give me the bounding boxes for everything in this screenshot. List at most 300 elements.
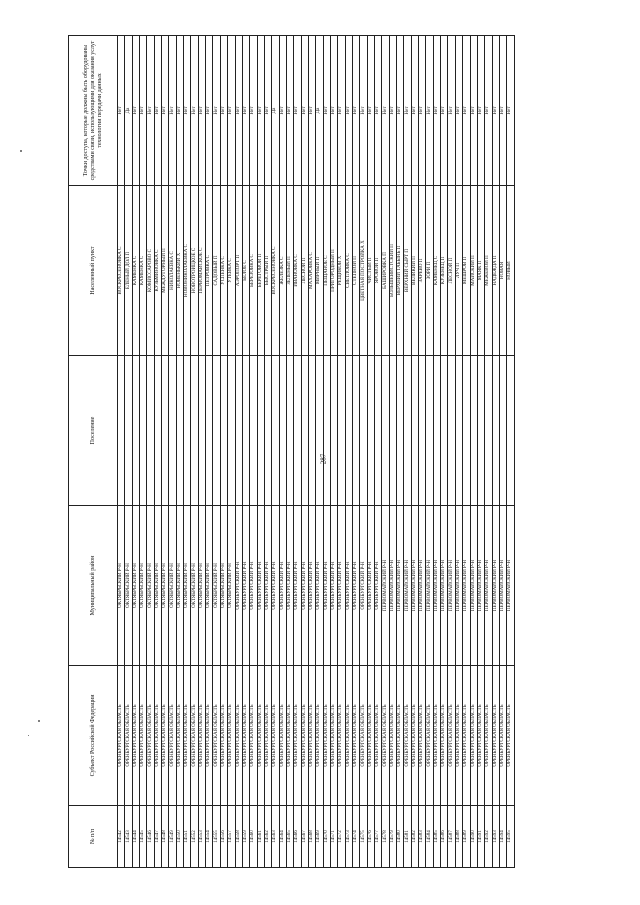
table-row [272, 36, 279, 868]
cell-point: МИРНЫЙ П [316, 186, 323, 356]
cell-settlement [198, 356, 205, 506]
cell-num: 14551 [184, 806, 191, 868]
cell-settlement [228, 356, 235, 506]
cell-settlement [162, 356, 169, 506]
cell-district: ОРЕНБУРГСКИЙ Р-Н [367, 506, 374, 666]
cell-num: 14553 [198, 806, 205, 868]
cell-subject: ОРЕНБУРГСКАЯ ОБЛАСТЬ [316, 666, 323, 806]
cell-subject: ОРЕНБУРГСКАЯ ОБЛАСТЬ [507, 666, 514, 806]
cell-num: 14561 [257, 806, 264, 868]
cell-subject: ОРЕНБУРГСКАЯ ОБЛАСТЬ [485, 666, 492, 806]
cell-district: ПЕРВОМАЙСКИЙ Р-Н [485, 506, 492, 666]
cell-access: Нет [404, 36, 411, 186]
cell-settlement [301, 356, 308, 506]
cell-access: Нет [382, 36, 389, 186]
cell-district: ОРЕНБУРГСКИЙ Р-Н [301, 506, 308, 666]
table-row [360, 36, 367, 868]
cell-district: ОРЕНБУРГСКИЙ Р-Н [353, 506, 360, 666]
cell-settlement [235, 356, 242, 506]
cell-num: 14577 [375, 806, 382, 868]
table-row [147, 36, 154, 868]
cell-access: Нет [235, 36, 242, 186]
cell-point: УСПЕНКА С [220, 186, 227, 356]
table-row [448, 36, 455, 868]
cell-subject: ОРЕНБУРГСКАЯ ОБЛАСТЬ [213, 666, 220, 806]
cell-access: Нет [389, 36, 396, 186]
cell-access: Нет [433, 36, 440, 186]
cell-district: ОКТЯБРЬСКИЙ Р-Н [125, 506, 132, 666]
cell-num: 14543 [125, 806, 132, 868]
cell-district: ОКТЯБРЬСКИЙ Р-Н [169, 506, 176, 666]
cell-subject: ОРЕНБУРГСКАЯ ОБЛАСТЬ [404, 666, 411, 806]
cell-num: 14562 [264, 806, 271, 868]
table-row [375, 36, 382, 868]
cell-num: 14554 [206, 806, 213, 868]
cell-subject: ОРЕНБУРГСКАЯ ОБЛАСТЬ [470, 666, 477, 806]
cell-subject: ОРЕНБУРГСКАЯ ОБЛАСТЬ [338, 666, 345, 806]
cell-settlement [118, 356, 125, 506]
cell-access: Нет [198, 36, 205, 186]
cell-subject: ОРЕНБУРГСКАЯ ОБЛАСТЬ [132, 666, 139, 806]
cell-subject: ОРЕНБУРГСКАЯ ОБЛАСТЬ [330, 666, 337, 806]
cell-access: Да [125, 36, 132, 186]
cell-num: 14545 [140, 806, 147, 868]
table-row [419, 36, 426, 868]
table-row [169, 36, 176, 868]
cell-num: 14576 [367, 806, 374, 868]
cell-subject: ОРЕНБУРГСКАЯ ОБЛАСТЬ [441, 666, 448, 806]
cell-district: ПЕРВОМАЙСКИЙ Р-Н [404, 506, 411, 666]
cell-point: МАЙСКИЙ П [470, 186, 477, 356]
cell-district: ОРЕНБУРГСКИЙ Р-Н [316, 506, 323, 666]
cell-district: ОКТЯБРЬСКИЙ Р-Н [206, 506, 213, 666]
cell-point: ЗЕЛЕНЫЙ П [286, 186, 293, 356]
cell-point: БОЛЬШЕВИСТСКИЙ П [389, 186, 396, 356]
cell-access: Нет [176, 36, 183, 186]
cell-num: 14584 [426, 806, 433, 868]
cell-settlement [323, 356, 330, 506]
cell-num: 14557 [228, 806, 235, 868]
cell-num: 14572 [338, 806, 345, 868]
cell-district: ОКТЯБРЬСКИЙ Р-Н [118, 506, 125, 666]
table-row [316, 36, 323, 868]
header-access: Точки доступа, которые должны быть оборудованы средствами связи, использующими для оказания услуг технологии передачи данных [69, 36, 118, 186]
cell-point: БЕРЕЗОВКА С [250, 186, 257, 356]
cell-access: Нет [448, 36, 455, 186]
cell-point: БЕРЕГОВОЙ П [257, 186, 264, 356]
cell-settlement [455, 356, 462, 506]
cell-district: ОРЕНБУРГСКИЙ Р-Н [360, 506, 367, 666]
table-row [382, 36, 389, 868]
cell-access: Нет [169, 36, 176, 186]
settlements-table [68, 35, 515, 868]
cell-subject: ОРЕНБУРГСКАЯ ОБЛАСТЬ [353, 666, 360, 806]
cell-settlement [220, 356, 227, 506]
table-row [132, 36, 139, 868]
cell-num: 14567 [301, 806, 308, 868]
cell-access: Нет [140, 36, 147, 186]
cell-num: 14575 [360, 806, 367, 868]
cell-access: Нет [345, 36, 352, 186]
cell-access: Да [316, 36, 323, 186]
cell-point: ВЕРХНИЙ ТАБЫНЬ П [397, 186, 404, 356]
cell-num: 14588 [455, 806, 462, 868]
cell-point: СВЕТЛОВКА С [345, 186, 352, 356]
cell-num: 14574 [353, 806, 360, 868]
cell-access: Нет [132, 36, 139, 186]
cell-settlement [477, 356, 484, 506]
cell-subject: ОРЕНБУРГСКАЯ ОБЛАСТЬ [382, 666, 389, 806]
cell-num: 14569 [316, 806, 323, 868]
cell-settlement [426, 356, 433, 506]
cell-subject: ОРЕНБУРГСКАЯ ОБЛАСТЬ [345, 666, 352, 806]
cell-district: ПЕРВОМАЙСКИЙ Р-Н [411, 506, 418, 666]
cell-point: НОВОНИКОЛАЕВКА С [184, 186, 191, 356]
cell-settlement [184, 356, 191, 506]
cell-district: ОКТЯБРЬСКИЙ Р-Н [176, 506, 183, 666]
rotated-table-wrapper [68, 36, 638, 868]
cell-settlement [367, 356, 374, 506]
cell-subject: ОРЕНБУРГСКАЯ ОБЛАСТЬ [294, 666, 301, 806]
cell-subject: ОРЕНБУРГСКАЯ ОБЛАСТЬ [198, 666, 205, 806]
cell-point: УТЕВКА С [228, 186, 235, 356]
table-row [455, 36, 462, 868]
cell-access: Нет [250, 36, 257, 186]
cell-num: 14558 [235, 806, 242, 868]
cell-point: ЦВЕТНАЯ ПОСТРОЙКА Х [360, 186, 367, 356]
table-row [176, 36, 183, 868]
cell-point: БАШИРОВКА П [382, 186, 389, 356]
table-row [477, 36, 484, 868]
cell-access: Нет [220, 36, 227, 186]
cell-num: 14594 [499, 806, 506, 868]
cell-point: НОВОТРОИЦКОЕ С [191, 186, 198, 356]
cell-point: ПРИГОРОДНЫЙ П [330, 186, 337, 356]
cell-settlement [176, 356, 183, 506]
cell-settlement [441, 356, 448, 506]
header-subject: Субъект Российской Федерации [69, 666, 118, 806]
cell-num: 14552 [191, 806, 198, 868]
cell-settlement [382, 356, 389, 506]
cell-district: ОКТЯБРЬСКИЙ Р-Н [191, 506, 198, 666]
cell-point: ЕЛЕНЫЙ ДОЛ П [125, 186, 132, 356]
cell-num: 14560 [250, 806, 257, 868]
cell-access: Нет [499, 36, 506, 186]
cell-subject: ОРЕНБУРГСКАЯ ОБЛАСТЬ [264, 666, 271, 806]
cell-num: 14580 [397, 806, 404, 868]
table-row [433, 36, 440, 868]
cell-settlement [286, 356, 293, 506]
cell-district: ОРЕНБУРГСКИЙ Р-Н [242, 506, 249, 666]
cell-settlement [448, 356, 455, 506]
cell-settlement [397, 356, 404, 506]
cell-point: ЖЕЛЕЗКА С [279, 186, 286, 356]
cell-settlement [353, 356, 360, 506]
cell-point: ЛЕСНОЙ П [301, 186, 308, 356]
cell-point: РЕЩИКОВ Х [338, 186, 345, 356]
table-row [184, 36, 191, 868]
cell-settlement [147, 356, 154, 506]
table-row [441, 36, 448, 868]
cell-num: 14547 [154, 806, 161, 868]
cell-access: Нет [286, 36, 293, 186]
cell-district: ПЕРВОМАЙСКИЙ Р-Н [499, 506, 506, 666]
cell-access: Нет [419, 36, 426, 186]
cell-access: Нет [154, 36, 161, 186]
scan-speck [28, 735, 29, 736]
cell-subject: ОРЕНБУРГСКАЯ ОБЛАСТЬ [477, 666, 484, 806]
table-row [250, 36, 257, 868]
cell-num: 14559 [242, 806, 249, 868]
table-row [470, 36, 477, 868]
cell-district: ОКТЯБРЬСКИЙ Р-Н [184, 506, 191, 666]
cell-num: 14565 [286, 806, 293, 868]
cell-subject: ОРЕНБУРГСКАЯ ОБЛАСТЬ [140, 666, 147, 806]
cell-district: ПЕРВОМАЙСКИЙ Р-Н [419, 506, 426, 666]
table-row [228, 36, 235, 868]
cell-num: 14544 [132, 806, 139, 868]
cell-district: ОРЕНБУРГСКИЙ Р-Н [235, 506, 242, 666]
cell-num: 14566 [294, 806, 301, 868]
cell-point: ПЕЩАНОЕ С [323, 186, 330, 356]
cell-access: Нет [162, 36, 169, 186]
cell-access: Нет [338, 36, 345, 186]
cell-district: ОРЕНБУРГСКИЙ Р-Н [272, 506, 279, 666]
cell-subject: ОРЕНБУРГСКАЯ ОБЛАСТЬ [242, 666, 249, 806]
table-row [118, 36, 125, 868]
cell-district: ОРЕНБУРГСКИЙ Р-Н [279, 506, 286, 666]
table-row [397, 36, 404, 868]
table-row [286, 36, 293, 868]
cell-settlement [499, 356, 506, 506]
cell-point: МАЯК П [477, 186, 484, 356]
cell-subject: ОРЕНБУРГСКАЯ ОБЛАСТЬ [375, 666, 382, 806]
cell-settlement [191, 356, 198, 506]
cell-access: Нет [463, 36, 470, 186]
cell-access: Нет [375, 36, 382, 186]
table-body [118, 36, 515, 868]
cell-access: Нет [118, 36, 125, 186]
cell-num: 14573 [345, 806, 352, 868]
table-row [338, 36, 345, 868]
cell-district: ОКТЯБРЬСКИЙ Р-Н [198, 506, 205, 666]
cell-num: 14579 [389, 806, 396, 868]
cell-num: 14593 [492, 806, 499, 868]
cell-point: МЕЖЕВОЙ П [485, 186, 492, 356]
cell-num: 14550 [176, 806, 183, 868]
cell-subject: ОРЕНБУРГСКАЯ ОБЛАСТЬ [426, 666, 433, 806]
table-row [308, 36, 315, 868]
table-header-row [69, 36, 118, 868]
table-row [411, 36, 418, 868]
cell-subject: ОРЕНБУРГСКАЯ ОБЛАСТЬ [125, 666, 132, 806]
cell-district: ПЕРВОМАЙСКИЙ Р-Н [477, 506, 484, 666]
cell-point: КУЗЕНЕЦ П [441, 186, 448, 356]
table-row [301, 36, 308, 868]
cell-point: НАДЕЖДА П [492, 186, 499, 356]
table-row [162, 36, 169, 868]
table-row [485, 36, 492, 868]
cell-point: ВОСКРЕСЕНОВКА С [272, 186, 279, 356]
cell-point: ПЕТРОВКА С [206, 186, 213, 356]
cell-point: ЯРОВОЙ П [375, 186, 382, 356]
table-row [463, 36, 470, 868]
cell-subject: ОРЕНБУРГСКАЯ ОБЛАСТЬ [184, 666, 191, 806]
cell-settlement [360, 356, 367, 506]
cell-settlement [125, 356, 132, 506]
cell-point: ЛУЧ П [455, 186, 462, 356]
cell-district: ОРЕНБУРГСКИЙ Р-Н [286, 506, 293, 666]
cell-point: ВОСКРЕСЕНОВКА С [118, 186, 125, 356]
cell-point: ВЕРХНИЙ СЫРТ П [404, 186, 411, 356]
cell-district: ОКТЯБРЬСКИЙ Р-Н [220, 506, 227, 666]
cell-district: ОКТЯБРЬСКИЙ Р-Н [132, 506, 139, 666]
cell-num: 14583 [419, 806, 426, 868]
table-row [367, 36, 374, 868]
cell-num: 14585 [433, 806, 440, 868]
cell-num: 14595 [507, 806, 514, 868]
cell-access: Нет [257, 36, 264, 186]
cell-settlement [140, 356, 147, 506]
cell-district: ОКТЯБРЬСКИЙ Р-Н [162, 506, 169, 666]
cell-num: 14571 [330, 806, 337, 868]
cell-point: АЭРОПОРТ П [235, 186, 242, 356]
cell-subject: ОРЕНБУРГСКАЯ ОБЛАСТЬ [492, 666, 499, 806]
table-row [345, 36, 352, 868]
cell-access: Нет [477, 36, 484, 186]
table-row [198, 36, 205, 868]
cell-subject: ОРЕНБУРГСКАЯ ОБЛАСТЬ [220, 666, 227, 806]
cell-district: ПЕРВОМАЙСКИЙ Р-Н [463, 506, 470, 666]
cell-num: 14570 [323, 806, 330, 868]
cell-district: ОРЕНБУРГСКИЙ Р-Н [264, 506, 271, 666]
cell-access: Нет [213, 36, 220, 186]
cell-subject: ОРЕНБУРГСКАЯ ОБЛАСТЬ [448, 666, 455, 806]
cell-settlement [404, 356, 411, 506]
cell-subject: ОРЕНБУРГСКАЯ ОБЛАСТЬ [272, 666, 279, 806]
cell-point: МЕШРОВ П [463, 186, 470, 356]
cell-district: ОРЕНБУРГСКИЙ Р-Н [323, 506, 330, 666]
cell-point: ВЕЛИКИЙ П [411, 186, 418, 356]
cell-subject: ОРЕНБУРГСКАЯ ОБЛАСТЬ [389, 666, 396, 806]
cell-settlement [463, 356, 470, 506]
cell-district: ОРЕНБУРГСКИЙ Р-Н [375, 506, 382, 666]
cell-access: Нет [206, 36, 213, 186]
cell-access: Да [272, 36, 279, 186]
cell-district: ОРЕНБУРГСКИЙ Р-Н [338, 506, 345, 666]
page-number: 287 [319, 453, 328, 465]
table-row [279, 36, 286, 868]
cell-num: 14555 [213, 806, 220, 868]
cell-access: Нет [294, 36, 301, 186]
cell-settlement [294, 356, 301, 506]
cell-subject: ОРЕНБУРГСКАЯ ОБЛАСТЬ [286, 666, 293, 806]
cell-settlement [389, 356, 396, 506]
cell-subject: ОРЕНБУРГСКАЯ ОБЛАСТЬ [419, 666, 426, 806]
cell-subject: ОРЕНБУРГСКАЯ ОБЛАСТЬ [147, 666, 154, 806]
cell-subject: ОРЕНБУРГСКАЯ ОБЛАСТЬ [367, 666, 374, 806]
cell-settlement [316, 356, 323, 506]
cell-subject: ОРЕНБУРГСКАЯ ОБЛАСТЬ [250, 666, 257, 806]
table-row [294, 36, 301, 868]
table-row [330, 36, 337, 868]
cell-access: Нет [330, 36, 337, 186]
table-row [125, 36, 132, 868]
table-row [507, 36, 514, 868]
cell-settlement [375, 356, 382, 506]
cell-subject: ОРЕНБУРГСКАЯ ОБЛАСТЬ [176, 666, 183, 806]
header-point: Населенный пункт [69, 186, 118, 356]
cell-district: ПЕРВОМАЙСКИЙ Р-Н [397, 506, 404, 666]
cell-settlement [470, 356, 477, 506]
cell-settlement [272, 356, 279, 506]
cell-subject: ОРЕНБУРГСКАЯ ОБЛАСТЬ [499, 666, 506, 806]
table-row [353, 36, 360, 868]
cell-settlement [242, 356, 249, 506]
cell-num: 14556 [220, 806, 227, 868]
cell-access: Нет [367, 36, 374, 186]
cell-access: Нет [426, 36, 433, 186]
cell-num: 14582 [411, 806, 418, 868]
table-row [154, 36, 161, 868]
cell-access: Нет [353, 36, 360, 186]
cell-settlement [411, 356, 418, 506]
table-row [235, 36, 242, 868]
cell-settlement [264, 356, 271, 506]
cell-subject: ОРЕНБУРГСКАЯ ОБЛАСТЬ [433, 666, 440, 806]
table-row [213, 36, 220, 868]
cell-point: КАМЕНКА С [140, 186, 147, 356]
cell-access: Нет [191, 36, 198, 186]
cell-subject: ОРЕНБУРГСКАЯ ОБЛАСТЬ [397, 666, 404, 806]
cell-num: 14587 [448, 806, 455, 868]
cell-subject: ОРЕНБУРГСКАЯ ОБЛАСТЬ [206, 666, 213, 806]
scan-speck [20, 150, 22, 152]
cell-access: Нет [397, 36, 404, 186]
cell-settlement [345, 356, 352, 506]
cell-access: Нет [470, 36, 477, 186]
cell-subject: ОРЕНБУРГСКАЯ ОБЛАСТЬ [360, 666, 367, 806]
cell-point: НОВЕНЬКИЙ Х [176, 186, 183, 356]
cell-point: ЗАРЕВО П [419, 186, 426, 356]
cell-settlement [206, 356, 213, 506]
cell-point: КУЗЬМИНОВКА С [154, 186, 161, 356]
table-row [389, 36, 396, 868]
cell-subject: ОРЕНБУРГСКАЯ ОБЛАСТЬ [455, 666, 462, 806]
cell-district: ОКТЯБРЬСКИЙ Р-Н [147, 506, 154, 666]
table-row [140, 36, 147, 868]
cell-num: 14578 [382, 806, 389, 868]
cell-subject: ОРЕНБУРГСКАЯ ОБЛАСТЬ [228, 666, 235, 806]
cell-subject: ОРЕНБУРГСКАЯ ОБЛАСТЬ [154, 666, 161, 806]
header-num: № п/п [69, 806, 118, 868]
cell-access: Нет [228, 36, 235, 186]
cell-subject: ОРЕНБУРГСКАЯ ОБЛАСТЬ [463, 666, 470, 806]
table-row [206, 36, 213, 868]
cell-access: Нет [264, 36, 271, 186]
cell-num: 14568 [308, 806, 315, 868]
cell-district: ОРЕНБУРГСКИЙ Р-Н [308, 506, 315, 666]
table-row [492, 36, 499, 868]
cell-point: МАХАРОВКА С [308, 186, 315, 356]
cell-access: Нет [441, 36, 448, 186]
cell-point: МЕЖДУГОРНЫЙ П [162, 186, 169, 356]
cell-access: Нет [323, 36, 330, 186]
cell-settlement [308, 356, 315, 506]
cell-settlement [213, 356, 220, 506]
cell-num: 14549 [169, 806, 176, 868]
cell-num: 14564 [279, 806, 286, 868]
